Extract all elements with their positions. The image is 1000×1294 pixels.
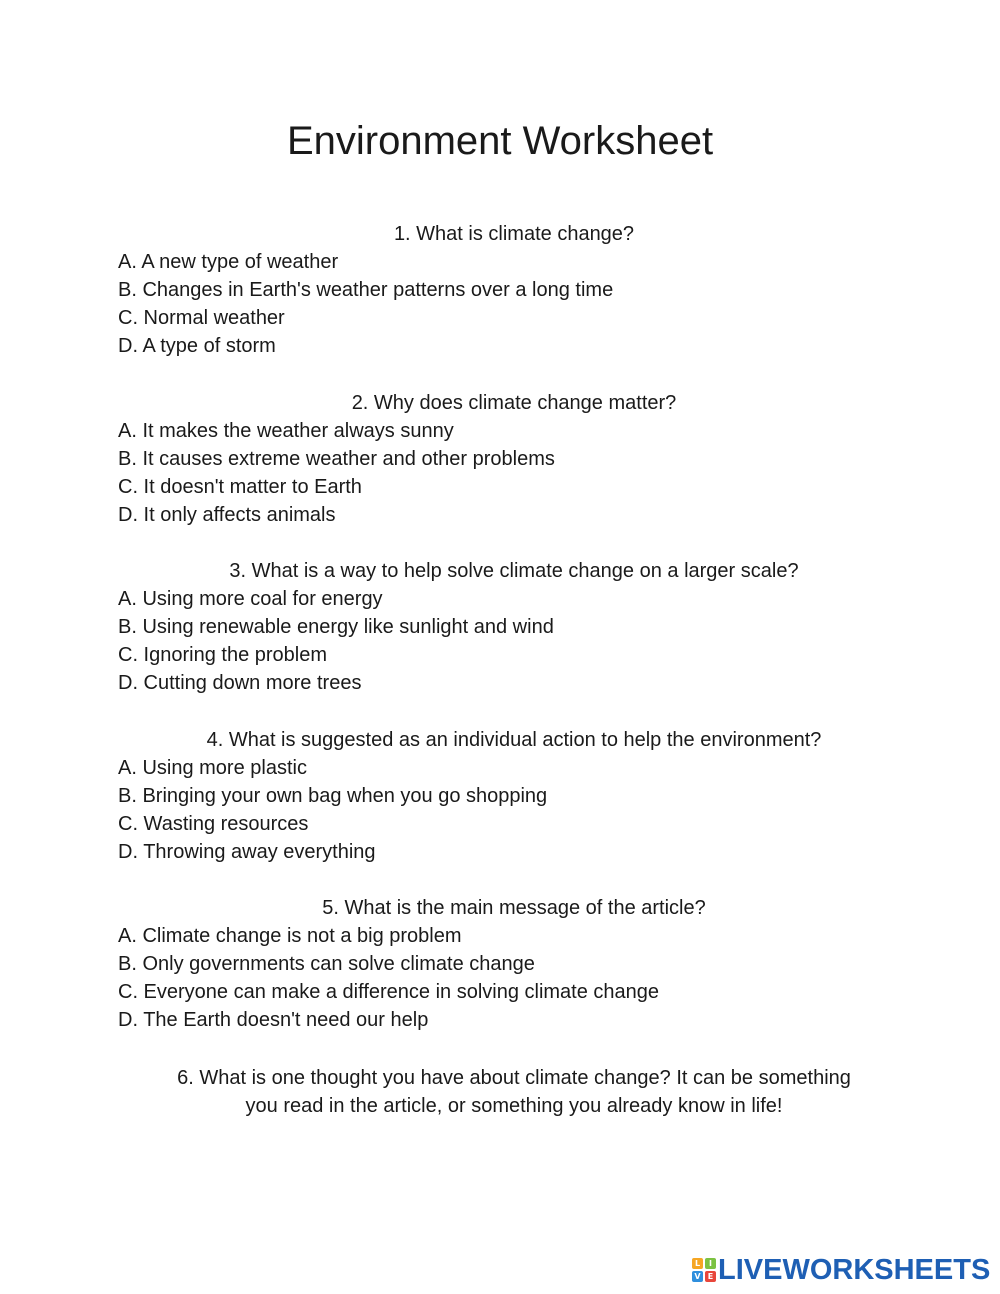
option-d: D. The Earth doesn't need our help xyxy=(118,1009,429,1031)
liveworksheets-logo xyxy=(692,1254,990,1286)
question-prompt: 3. What is a way to help solve climate change on a larger scale? xyxy=(229,560,799,582)
option-a: A. Using more coal for energy xyxy=(118,588,383,610)
option-d: D. Throwing away everything xyxy=(118,841,376,863)
option-c: C. Normal weather xyxy=(118,307,285,329)
option-a: A. Climate change is not a big problem xyxy=(118,925,462,947)
liveworksheets-icon xyxy=(692,1258,716,1282)
option-a: A. It makes the weather always sunny xyxy=(118,420,454,442)
logo-tile-v: V xyxy=(692,1271,703,1282)
question-6-line-1: 6. What is one thought you have about climate change? It can be something xyxy=(177,1067,851,1089)
logo-tile-l: L xyxy=(692,1258,703,1269)
option-list xyxy=(118,585,554,697)
option-d: D. Cutting down more trees xyxy=(118,672,362,694)
question-prompt: 2. Why does climate change matter? xyxy=(351,392,677,414)
option-b: B. It causes extreme weather and other problems xyxy=(118,448,555,470)
option-b: B. Bringing your own bag when you go shopping xyxy=(118,785,548,807)
option-c: C. It doesn't matter to Earth xyxy=(118,476,362,498)
option-b: B. Only governments can solve climate change xyxy=(118,953,535,975)
option-list xyxy=(118,754,547,866)
page-title: Environment Worksheet xyxy=(286,119,714,163)
option-b: B. Changes in Earth's weather patterns over a long time xyxy=(118,279,614,301)
option-d: D. A type of storm xyxy=(118,335,276,357)
option-c: C. Ignoring the problem xyxy=(118,644,328,666)
option-b: B. Using renewable energy like sunlight and wind xyxy=(118,616,554,638)
question-6 xyxy=(118,1064,910,1120)
option-d: D. It only affects animals xyxy=(118,504,336,526)
logo-tile-e: E xyxy=(705,1271,716,1282)
question-prompt: 5. What is the main message of the article? xyxy=(322,897,706,919)
option-list xyxy=(118,248,613,360)
question-prompt: 1. What is climate change? xyxy=(393,223,635,245)
option-c: C. Everyone can make a difference in solving climate change xyxy=(118,981,660,1003)
option-a: A. Using more plastic xyxy=(118,757,307,779)
liveworksheets-wordmark: LIVEWORKSHEETS xyxy=(718,1254,991,1286)
question-prompt: 4. What is suggested as an individual action to help the environment? xyxy=(206,729,822,751)
logo-tile-i: I xyxy=(705,1258,716,1269)
option-list xyxy=(118,922,659,1034)
option-a: A. A new type of weather xyxy=(118,251,339,273)
question-6-line-2: you read in the article, or something you already know in life! xyxy=(245,1095,783,1117)
option-c: C. Wasting resources xyxy=(118,813,309,835)
option-list xyxy=(118,417,555,529)
